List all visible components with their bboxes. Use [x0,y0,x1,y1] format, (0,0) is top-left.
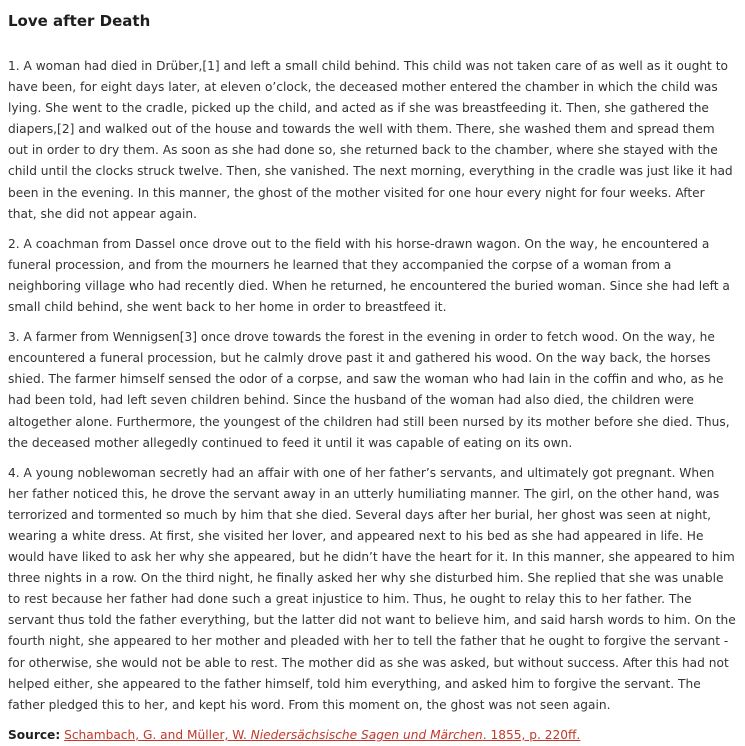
story-paragraph-4: 4. A young noblewoman secretly had an affair with one of her father’s servants, and ultimately got pregnant. When her father noticed this, he drove the servant away in an utterly humiliating manner. The girl, on the other hand, was terrorized and tormented so much by him that she died. Several days after her burial, her ghost was seen at night, wearing a white dress. At first, she visited her lover, and appeared next to his bed as she had appeared in life. He would have liked to ask her why she appeared, but he didn’t have the heart for it. In this manner, she appeared to him three nights in a row. On the third night, he finally asked her why she disturbed him. She replied that she was unable to rest because her father had done such a great injustice to him. Thus, he ought to relay this to her father. The servant thus told the father everything, but the latter did not want to believe him, and said harsh words to him. On the fourth night, she appeared to her mother and pleaded with her to tell the father that he ought to forgive the servant - for otherwise, she would not be able to rest. The mother did as she was asked, but without success. After this had not helped either, she appeared to the father himself, told him everything, and asked him to forgive the servant. The father pledged this to her, and kept his word. From this moment on, the ghost was not seen again. [8,465,736,712]
source-link[interactable] [64,728,580,742]
source-link-authors: Schambach, G. and Müller, W. [64,727,251,742]
source-link-title: Niedersächsische Sagen und Märchen [250,727,483,742]
story-paragraph-1: 1. A woman had died in Drüber,[1] and left a small child behind. This child was not taken care of as well as it ought to have been, for eight days later, at eleven o’clock, the deceased mother entered the chamber in which the child was lying. She went to the cradle, picked up the child, and acted as if she was breastfeeding it. Then, she gathered the diapers,[2] and walked out of the house and towards the well with them. There, she washed them and spread them out in order to dry them. As soon as she had done so, she returned back to the chamber, where she stayed with the child until the clocks struck twelve. Then, she vanished. The next morning, everything in the cradle was just like it had been in the evening. In this manner, the ghost of the mother visited for one hour every night for four weeks. After that, she did not appear again. [8,59,733,221]
source-label: Source: [8,727,61,742]
story-paragraph-3: 3. A farmer from Wennigsen[3] once drove towards the forest in the evening in order to fetch wood. On the way, he encountered a funeral procession, but he calmly drove past it and gathered his wood. On the way back, the horses shied. The farmer himself sensed the odor of a corpse, and saw the woman who had lain in the coffin and who, as he had been told, had left seven children behind. Since the husband of the woman had also died, the children were altogether alone. Furthermore, the youngest of the children had still been nursed by its mother before she died. Thus, the deceased mother allegedly continued to feed it until it was capable of eating on its own. [8,330,730,450]
story-paragraph-2: 2. A coachman from Dassel once drove out to the field with his horse-drawn wagon. On the way, he encountered a funeral procession, and from the mourners he learned that they accompanied the corpse of a woman from a neighboring village who had recently died. When he returned, he encountered the buried woman. Since she had left a small child behind, she went back to her home in order to breastfeed it. [8,236,730,315]
page-title: Love after Death [8,12,151,30]
source-line [8,725,737,746]
source-link-details: . 1855, p. 220ff. [482,727,581,742]
